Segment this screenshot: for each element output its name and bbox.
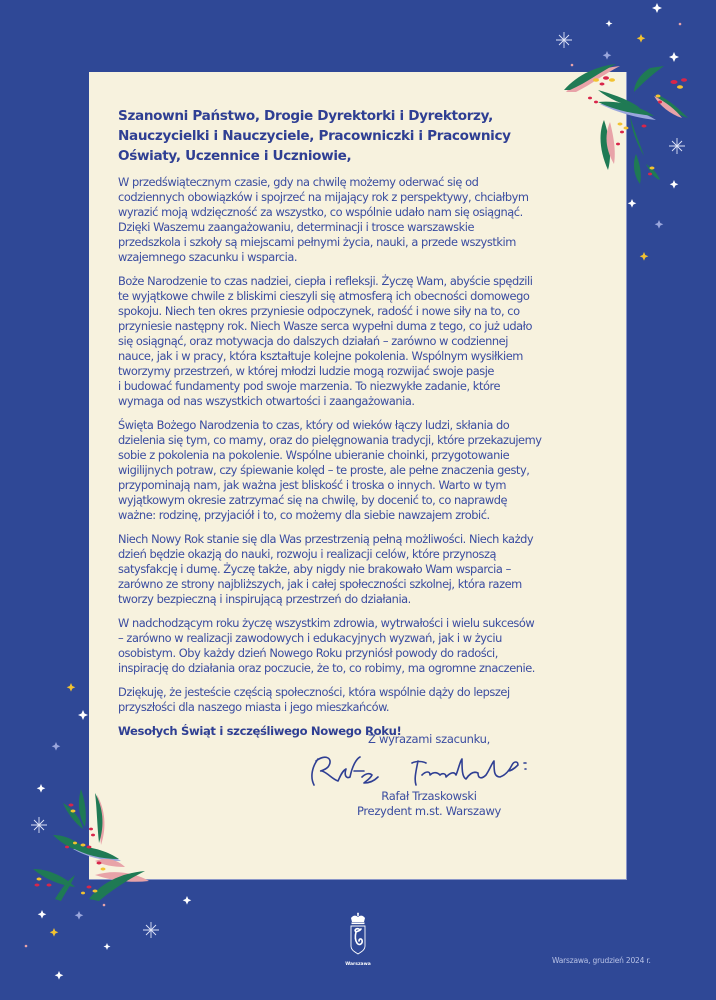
berry-icon (600, 83, 605, 86)
text-line: satysfakcję i dumę. Życzę także, aby nigdy nie brakowało Wam wsparcia – (118, 562, 511, 576)
text-line: zarówno ze strony najbliższych, jak i całej społeczności szkolnej, która razem (118, 577, 522, 591)
berry-icon (91, 834, 95, 837)
logo-label: Warszawa (345, 962, 371, 967)
text-line: te wyjątkowe chwile z bliskimi cieszyli się atmosferą ich obecności domowego (118, 289, 530, 303)
berry-icon (656, 95, 661, 98)
sparkle-icon (143, 922, 159, 938)
foliage-decoration-top-right (560, 60, 716, 190)
leaf-icon (646, 164, 660, 180)
text-line: nauce, jak i w pracy, która kształtuje kolejne pokolenia. Wspólnym wysiłkiem (118, 349, 523, 363)
paragraph-new-year (118, 532, 618, 607)
star-icon (637, 34, 646, 43)
text-line: przyszłości dla naszego miasta i jego mieszkańców. (118, 700, 390, 714)
berry-icon (642, 125, 647, 128)
text-line: codziennych obowiązków i spojrzeć na mijający rok z perspektywy, chciałbym (118, 190, 529, 204)
text-line: wigilijnych potraw, czy śpiewanie kolęd – te proste, ale pełne znaczenia gesty, (118, 463, 530, 477)
star-icon (25, 945, 28, 948)
text-line: przypominają nam, jak ważna jest bliskość i troska o innych. Warto w tym (118, 478, 507, 492)
berry-icon (681, 78, 687, 82)
berry-icon (650, 167, 655, 170)
paragraph-thanks (118, 685, 618, 715)
berry-icon (658, 101, 662, 104)
star-icon (679, 23, 682, 26)
text-line: Dziękuję, że jesteście częścią społeczności, która wspólnie dąży do lepszej (118, 685, 510, 699)
star-icon (38, 910, 47, 919)
salutation-line: Szanowni Państwo, Drogie Dyrektorki i Dyrektorzy, (118, 108, 493, 124)
paragraph-traditions (118, 418, 618, 523)
berry-icon (594, 101, 598, 104)
berry-icon (71, 810, 76, 813)
handwritten-signature (304, 749, 554, 789)
berry-icon (588, 97, 592, 100)
text-line: przyniesie następny rok. Niech Wasze serca wypełni duma z tego, co już udało (118, 319, 532, 333)
berry-icon (69, 804, 74, 807)
berry-icon (47, 884, 52, 887)
berry-icon (87, 886, 92, 889)
paragraph-christmas-wishes (118, 274, 618, 409)
letter-salutation (118, 106, 618, 166)
text-line: Święta Bożego Narodzenia to czas, który od wieków łączy ludzi, skłania do (118, 418, 510, 432)
text-line: się osiągnąć, oraz motywacja do dalszych działań – zarówno w codziennej (118, 334, 508, 348)
star-icon (50, 928, 59, 937)
text-line: Boże Narodzenie to czas nadziei, ciepła i refleksji. Życzę Wam, abyście spędzili (118, 274, 533, 288)
berry-icon (624, 127, 629, 130)
text-line: dzień będzie okazją do nauki, rozwoju i realizacji celów, które przynoszą (118, 547, 497, 561)
berry-icon (648, 173, 652, 176)
star-icon (183, 896, 192, 905)
text-line: dzielenia się tym, co mamy, oraz do pielęgnowania tradycji, które przekazujemy (118, 433, 542, 447)
text-line: – zarówno w realizacji zawodowych i edukacyjnych wyzwań, jak i w życiu (118, 631, 502, 645)
text-line: inspirację do działania oraz poczucie, że to, co robimy, ma ogromne znaczenie. (118, 661, 535, 675)
letter-card (89, 72, 627, 880)
star-icon (603, 51, 612, 60)
text-line: spokoju. Niech ten okres przyniesie odpoczynek, radość i nowe siły na to, co (118, 304, 520, 318)
closing-greeting: Wesołych Świąt i szczęśliwego Nowego Roku! (118, 724, 402, 738)
star-icon (103, 904, 106, 907)
leaf-icon (656, 94, 688, 118)
berry-icon (81, 844, 86, 847)
berry-icon (97, 862, 102, 865)
leaf-icon (634, 154, 641, 184)
text-line: przedszkola i szkoły są miejscami pełnymi życia, nauki, a przede wszystkim (118, 235, 516, 249)
berry-icon (609, 78, 615, 82)
shield-icon (351, 926, 365, 954)
text-line: Dzięki Waszemu zaangażowaniu, determinacji i trosce warszawskie (118, 220, 475, 234)
sparkle-icon (556, 32, 572, 48)
berry-icon (677, 85, 683, 89)
star-icon (104, 943, 111, 950)
star-icon (78, 710, 88, 720)
text-line: ważne: rodzinę, przyjaciół i to, co możemy dla siebie nawzajem zrobić. (118, 508, 490, 522)
star-icon (606, 20, 613, 27)
star-icon (640, 252, 649, 261)
star-icon (628, 199, 637, 208)
text-line: wyrazić moją wdzięczność za wszystko, co wspólnie udało nam się osiągnąć. (118, 205, 523, 219)
star-icon (52, 742, 61, 751)
text-line: i budować fundamenty pod swoje marzenia. To niezwykłe zadanie, które (118, 379, 501, 393)
berry-icon (671, 80, 678, 84)
berry-icon (81, 892, 85, 895)
text-line: W przedświątecznym czasie, gdy na chwilę możemy oderwać się od (118, 175, 479, 189)
text-line: tworzymy przestrzeń, w której młodzi ludzie mogą rozwijać swoje pasje (118, 364, 494, 378)
berry-icon (89, 828, 93, 831)
star-icon (67, 683, 76, 692)
star-icon (75, 911, 84, 920)
berry-icon (35, 884, 40, 887)
text-line: Niech Nowy Rok stanie się dla Was przestrzenią pełną możliwości. Niech każdy (118, 532, 534, 546)
berry-icon (93, 890, 98, 893)
berry-icon (616, 143, 620, 146)
text-line: wzajemnego szacunku i wsparcia. (118, 250, 298, 264)
letter-body (118, 106, 618, 739)
salutation-line: Oświaty, Uczennice i Uczniowie, (118, 148, 352, 164)
berry-icon (620, 131, 624, 134)
foliage-decoration-bottom-left (25, 783, 175, 903)
leaf-icon (634, 66, 664, 92)
text-line: wyjątkowym okresie zatrzymać się na chwilę, by docenić to, co naprawdę (118, 493, 508, 507)
date-place: Warszawa, grudzień 2024 r. (552, 956, 651, 965)
berry-icon (87, 846, 92, 849)
berry-icon (618, 123, 623, 126)
leaf-icon (630, 116, 644, 156)
berry-icon (101, 868, 106, 871)
star-icon (655, 220, 664, 229)
mermaid-icon (355, 929, 362, 945)
star-icon (55, 971, 64, 980)
berry-icon (37, 878, 42, 881)
berry-icon (73, 842, 77, 845)
paragraph-gratitude (118, 175, 618, 265)
text-line: osobistym. Oby każdy dzień Nowego Roku przyniósł powody do radości, (118, 646, 498, 660)
text-line: tworzy bezpieczną i inspirującą przestrzeń do działania. (118, 592, 411, 606)
text-line: W nadchodzącym roku życzę wszystkim zdrowia, wytrwałości i wielu sukcesów (118, 616, 535, 630)
berry-icon (593, 78, 599, 82)
berry-icon (65, 846, 69, 849)
signature-block (289, 732, 569, 819)
text-line: wymaga od nas wszystkich otwartości i zaangażowania. (118, 394, 415, 408)
regards-text: Z wyrazami szacunku, (368, 732, 490, 746)
berry-icon (603, 76, 609, 80)
signer-title: Prezydent m.st. Warszawy (356, 804, 502, 818)
text-line: sobie z pokolenia na pokolenie. Wspólne ubieranie choinki, przygotowanie (118, 448, 510, 462)
paragraph-wishes (118, 616, 618, 676)
salutation-line: Nauczycielki i Nauczyciele, Pracowniczki i Pracownicy (118, 128, 511, 144)
star-icon (652, 3, 662, 13)
signer-name: Rafał Trzaskowski (381, 789, 477, 803)
leaf-icon (654, 96, 682, 118)
